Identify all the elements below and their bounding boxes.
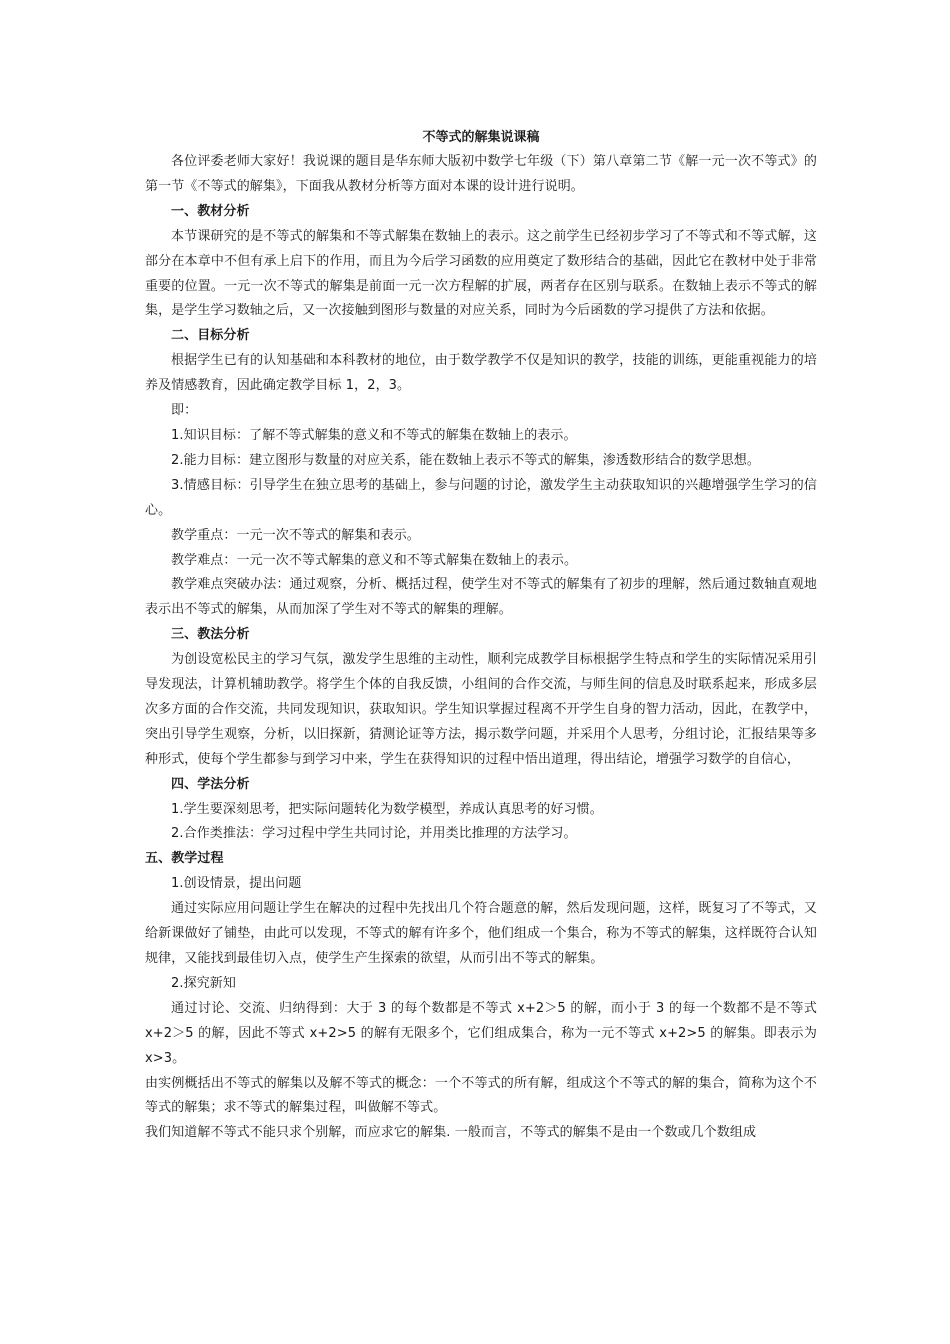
goal-ability: 2.能力目标：建立图形与数量的对应关系，能在数轴上表示不等式的解集，渗透数形结合的数学思想。 xyxy=(171,452,761,468)
document-title: 不等式的解集说课稿 xyxy=(422,130,540,145)
goals-ji: 即： xyxy=(171,403,198,419)
process-sub-2: 2.探究新知 xyxy=(171,975,237,991)
teaching-method-paragraph: 为创设宽松民主的学习气氛，激发学生思维的主动性，顺利完成教学目标根据学生特点和学生的实际情况采用引导发现法，计算机辅助教学。将学生个体的自我反馈，小组间的合作交流，与师生间的信息及时联系起来，形成多层次多方面的合作交流，共同发现知识，获取知识。学生知识掌握过程离不开学生自身的智力活动，因此，在教学中，突出引导学生观察，分析，以旧探新，猜测论证等方法，揭示数学问题，并采用个人思考，分组讨论，汇报结果等多种形式，使每个学生都参与到学习中来，学生在获得知识的过程中悟出道理，得出结论，增强学习数学的自信心， xyxy=(145,652,817,767)
learning-method-2: 2.合作类推法：学习过程中学生共同讨论，并用类比推理的方法学习。 xyxy=(171,826,577,842)
textbook-paragraph: 本节课研究的是不等式的解集和不等式解集在数轴上的表示。这之前学生已经初步学习了不等式和不等式解，这部分在本章中不但有承上启下的作用，而且为今后学习函数的应用奠定了数形结合的基础，因此它在教材中处于非常重要的位置。一元一次不等式的解集是前面一元一次方程解的扩展，两者存在区别与联系。在数轴上表示不等式的解集，是学生学习数轴之后，又一次接触到图形与数量的对应关系，同时为今后函数的学习提供了方法和依据。 xyxy=(145,228,817,319)
process-paragraph-3: 由实例概括出不等式的解集以及解不等式的概念：一个不等式的所有解，组成这个不等式的解的集合，简称为这个不等式的解集；求不等式的解集过程，叫做解不等式。 xyxy=(145,1075,817,1116)
intro-paragraph: 各位评委老师大家好！我说课的题目是华东师大版初中数学七年级（下）第八章第二节《解一元一次不等式》的第一节《不等式的解集》，下面我从教材分析等方面对本课的设计进行说明。 xyxy=(145,154,817,194)
section-heading-textbook: 一、教材分析 xyxy=(171,203,250,219)
teaching-difficulty: 教学难点：一元一次不等式解集的意义和不等式解集在数轴上的表示。 xyxy=(171,552,578,568)
learning-method-1: 1.学生要深刻思考，把实际问题转化为数学模型，养成认真思考的好习惯。 xyxy=(171,801,603,817)
teaching-key-point: 教学重点：一元一次不等式的解集和表示。 xyxy=(171,527,420,543)
goals-paragraph: 根据学生已有的认知基础和本科教材的地位，由于数学教学不仅是知识的教学，技能的训练，更能重视能力的培养及情感教育，因此确定教学目标 1，2，3。 xyxy=(145,353,817,394)
section-heading-learning-method: 四、学法分析 xyxy=(171,776,250,792)
section-heading-goals: 二、目标分析 xyxy=(171,328,250,344)
document-page xyxy=(145,125,817,1146)
process-paragraph-2: 通过讨论、交流、归纳得到：大于 3 的每个数都是不等式 x+2＞5 的解，而小于 3 的每一个数都不是不等式 x+2＞5 的解，因此不等式 x+2>5 的解有无限多个，它们组成集合，称为一元不等式 x+2>5 的解集。即表示为 x>3。 xyxy=(145,1000,817,1066)
process-paragraph-1: 通过实际应用问题让学生在解决的过程中先找出几个符合题意的解，然后发现问题，这样，既复习了不等式，又给新课做好了铺垫，由此可以发现，不等式的解有许多个，他们组成一个集合，称为不等式的解集，这样既符合认知规律，又能找到最佳切入点，使学生产生探索的欲望，从而引出不等式的解集。 xyxy=(145,901,817,966)
difficulty-method: 教学难点突破办法：通过观察，分析、概括过程，使学生对不等式的解集有了初步的理解，然后通过数轴直观地表示出不等式的解集，从而加深了学生对不等式的解集的理解。 xyxy=(145,577,817,618)
process-paragraph-4: 我们知道解不等式不能只求个别解，而应求它的解集. 一般而言，不等式的解集不是由一个数或几个数组成 xyxy=(145,1125,757,1141)
section-heading-process: 五、教学过程 xyxy=(145,851,224,867)
process-sub-1: 1.创设情景，提出问题 xyxy=(171,876,302,892)
section-heading-teaching-method: 三、教法分析 xyxy=(171,627,250,643)
goal-emotion: 3.情感目标：引导学生在独立思考的基础上，参与问题的讨论，激发学生主动获取知识的兴趣增强学生学习的信心。 xyxy=(145,477,817,518)
goal-knowledge: 1.知识目标：了解不等式解集的意义和不等式的解集在数轴上的表示。 xyxy=(171,427,577,443)
